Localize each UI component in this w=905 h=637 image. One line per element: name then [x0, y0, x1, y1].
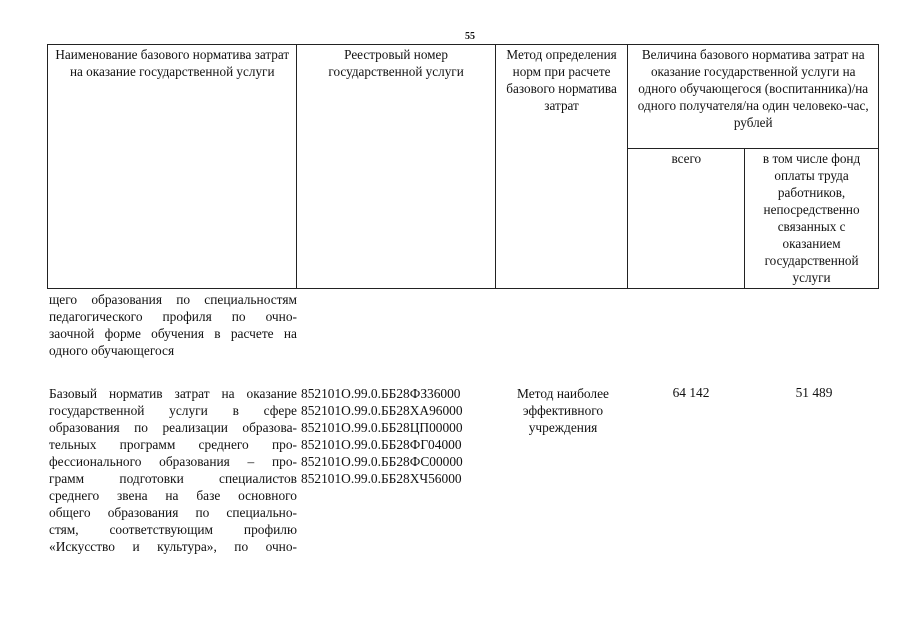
header-method-cell: Метод определения норм при расчете базового норматива затрат	[495, 45, 628, 289]
continuation-line: педагогического профиля по очно-	[49, 309, 297, 324]
header-registry-cell: Реестровый номер государственной услуги	[297, 45, 495, 289]
registry-code: 852101О.99.0.ББ28ФЗ36000	[301, 386, 461, 401]
row-name-line: стям, соответствующим профилю	[49, 522, 297, 537]
row-name-line: «Искусство и культура», по очно-	[49, 539, 297, 554]
header-name-cell: Наименование базового норматива затрат на оказание государственной услуги	[48, 45, 297, 289]
registry-code: 852101О.99.0.ББ28ЦП00000	[301, 420, 463, 435]
method-value: Метод наиболее эффективного учреждения	[517, 386, 609, 435]
registry-codes	[301, 385, 463, 487]
continuation-text	[49, 291, 297, 359]
including-value: 51 489	[795, 385, 833, 400]
continuation-line: заочной форме обучения в расчете на	[49, 326, 297, 341]
header-total-cell: всего	[628, 149, 745, 289]
continuation-line: одного обучающегося	[49, 343, 175, 358]
row-name-line: тельных программ среднего про-	[49, 437, 297, 452]
row-name-line: среднего звена на базе основного	[49, 488, 297, 503]
registry-code: 852101О.99.0.ББ28ФГ04000	[301, 437, 462, 452]
row-name-line: грамм подготовки специалистов	[49, 471, 297, 486]
row-name-line: Базовый норматив затрат на оказание	[49, 386, 297, 401]
row-name-line: государственной услуги в сфере	[49, 403, 297, 418]
registry-code: 852101О.99.0.ББ28ФС00000	[301, 454, 463, 469]
header-table	[47, 44, 879, 289]
continuation-line: щего образования по специальностям	[49, 292, 297, 307]
row-name	[49, 385, 297, 555]
header-value-cell: Величина базового норматива затрат на оказание государственной услуги на одного обучающегося (воспитанника)/на одного получателя/на один человеко-час, рублей	[628, 45, 879, 149]
row-name-line: фессионального образования – про-	[49, 454, 297, 469]
page-number: 55	[465, 31, 475, 42]
registry-code: 852101О.99.0.ББ28ХЧ56000	[301, 471, 462, 486]
header-including-cell: в том числе фонд оплаты труда работников, непосредственно связанных с оказанием государственной услуги	[745, 149, 879, 289]
registry-code: 852101О.99.0.ББ28ХА96000	[301, 403, 463, 418]
row-name-line: образования по реализации образова-	[49, 420, 297, 435]
row-name-line: общего образования по специально-	[49, 505, 297, 520]
total-value: 64 142	[672, 385, 710, 400]
